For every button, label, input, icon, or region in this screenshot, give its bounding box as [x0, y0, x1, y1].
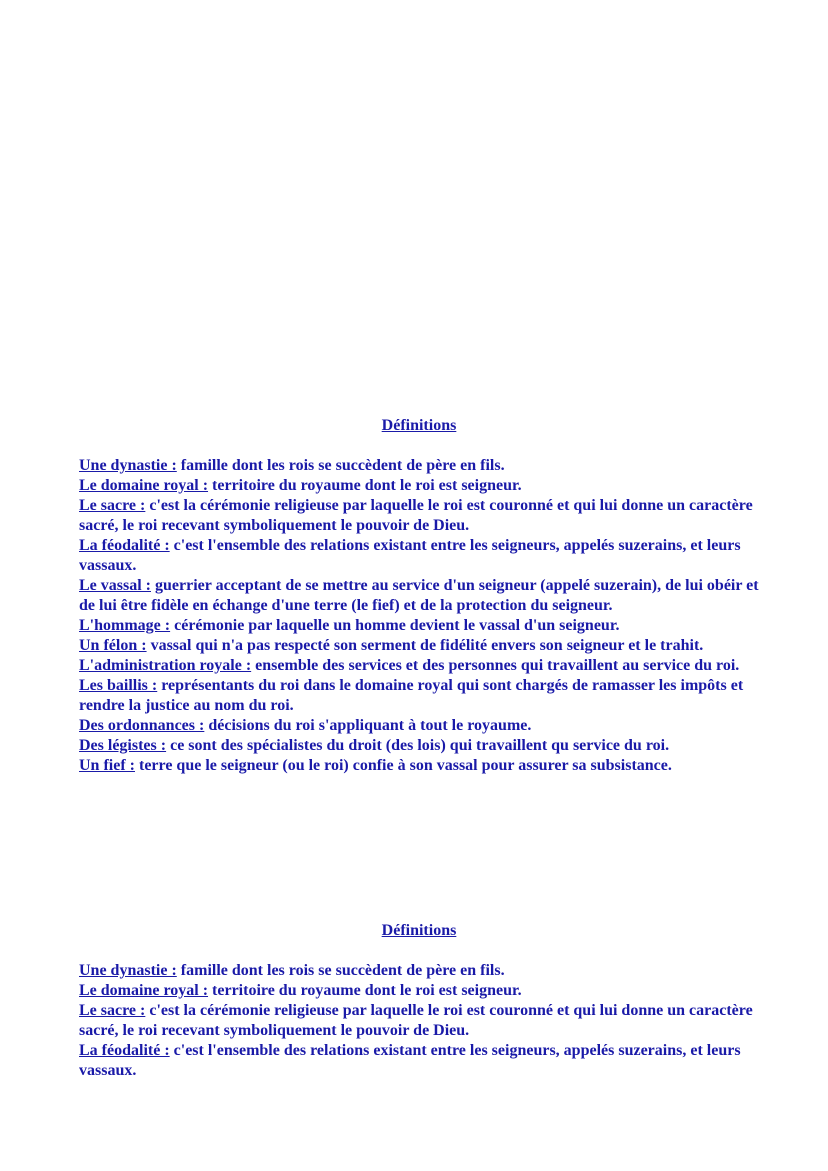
definition-term: Le vassal : — [79, 577, 151, 594]
definition-text: c'est l'ensemble des relations existant entre les seigneurs, appelés suzerains, et leurs vassaux. — [79, 1042, 741, 1079]
definition-item — [79, 576, 759, 616]
definition-item — [79, 496, 759, 536]
definition-text: terre que le seigneur (ou le roi) confie à son vassal pour assurer sa subsistance. — [134, 757, 672, 774]
definition-term: La féodalité : — [79, 537, 170, 554]
definition-item — [79, 961, 759, 981]
definition-text: famille dont les rois se succèdent de père en fils. — [176, 457, 505, 474]
definition-term: La féodalité : — [79, 1042, 170, 1059]
definition-item — [79, 716, 759, 736]
definition-item — [79, 616, 759, 636]
definition-term: Le sacre : — [79, 497, 146, 514]
definition-text: c'est la cérémonie religieuse par laquelle le roi est couronné et qui lui donne un caractère sacré, le roi recevant symboliquement le pouvoir de Dieu. — [79, 497, 753, 534]
definition-text: famille dont les rois se succèdent de père en fils. — [176, 962, 505, 979]
definition-item — [79, 756, 759, 776]
definition-text: territoire du royaume dont le roi est seigneur. — [208, 982, 522, 999]
definition-item — [79, 736, 759, 756]
definition-text: ce sont des spécialistes du droit (des lois) qui travaillent qu service du roi. — [166, 737, 670, 754]
definition-item — [79, 456, 759, 476]
definition-text: décisions du roi s'appliquant à tout le royaume. — [204, 717, 532, 734]
definition-item — [79, 981, 759, 1001]
definition-term: Des légistes : — [79, 737, 167, 754]
definition-term: Une dynastie : — [79, 962, 177, 979]
section-heading: Définitions — [381, 417, 457, 434]
definition-term: Une dynastie : — [79, 457, 177, 474]
definition-text: c'est l'ensemble des relations existant entre les seigneurs, appelés suzerains, et leurs vassaux. — [79, 537, 741, 574]
definition-term: Le domaine royal : — [79, 477, 209, 494]
definition-item — [79, 676, 759, 716]
definition-text: représentants du roi dans le domaine royal qui sont chargés de ramasser les impôts et rendre la justice au nom du roi. — [79, 677, 744, 714]
definition-item — [79, 636, 759, 656]
definitions-section-1 — [79, 416, 759, 776]
definition-text: c'est la cérémonie religieuse par laquelle le roi est couronné et qui lui donne un caractère sacré, le roi recevant symboliquement le pouvoir de Dieu. — [79, 1002, 753, 1039]
definition-term: Un félon : — [79, 637, 147, 654]
definition-item — [79, 1041, 759, 1081]
definition-term: Le domaine royal : — [79, 982, 209, 999]
definition-text: territoire du royaume dont le roi est seigneur. — [208, 477, 522, 494]
definition-item — [79, 656, 759, 676]
definition-text: ensemble des services et des personnes qui travaillent au service du roi. — [251, 657, 740, 674]
definition-term: L'hommage : — [79, 617, 171, 634]
definition-item — [79, 476, 759, 496]
definition-term: Des ordonnances : — [79, 717, 205, 734]
definitions-section-2 — [79, 921, 759, 1081]
definition-term: Les baillis : — [79, 677, 158, 694]
definition-text: cérémonie par laquelle un homme devient le vassal d'un seigneur. — [170, 617, 620, 634]
definition-item — [79, 536, 759, 576]
definition-term: Un fief : — [79, 757, 135, 774]
definition-term: Le sacre : — [79, 1002, 146, 1019]
definition-text: guerrier acceptant de se mettre au service d'un seigneur (appelé suzerain), de lui obéir et de lui être fidèle en échange d'une terre (le fief) et de la protection du seigneur. — [79, 577, 759, 614]
definition-item — [79, 1001, 759, 1041]
section-heading: Définitions — [381, 922, 457, 939]
definition-text: vassal qui n'a pas respecté son serment de fidélité envers son seigneur et le trahit. — [146, 637, 704, 654]
definition-term: L'administration royale : — [79, 657, 252, 674]
